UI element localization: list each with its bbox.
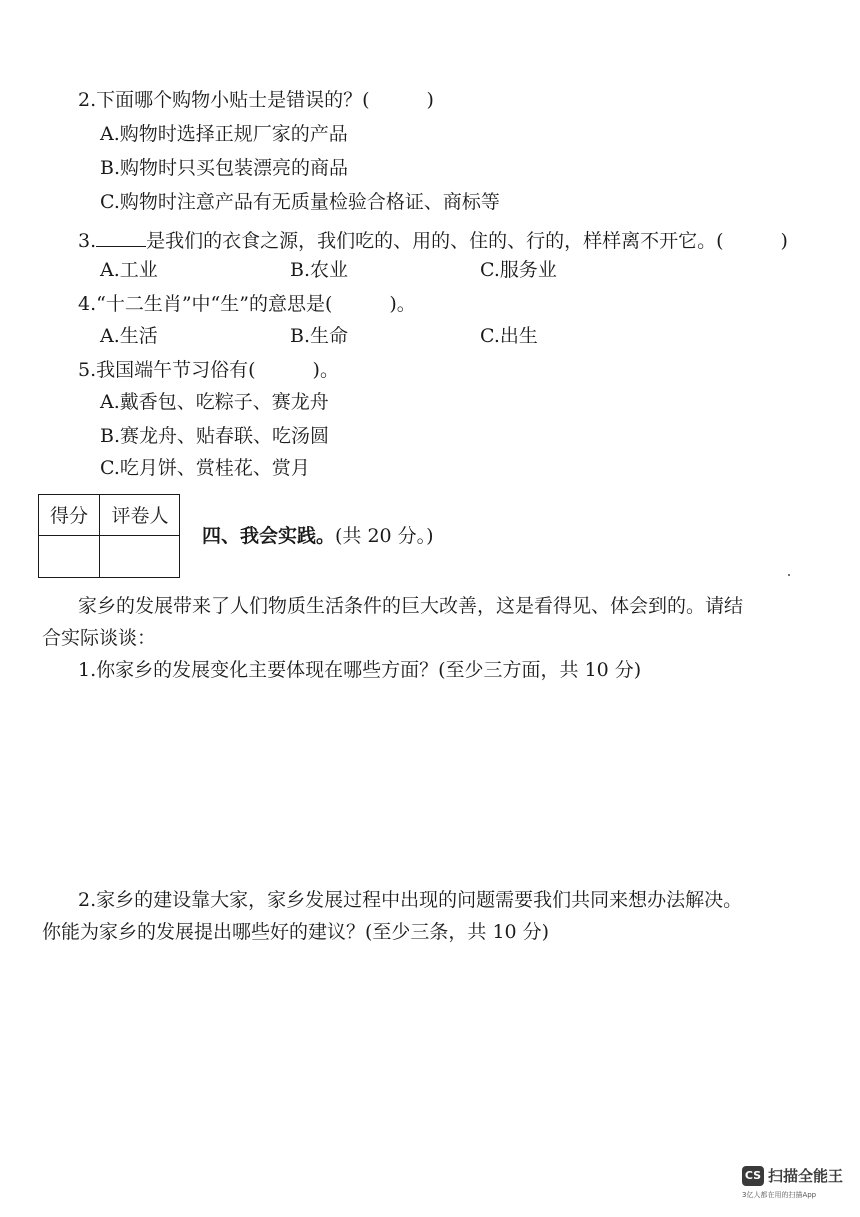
- grader-header: 评卷人: [111, 505, 169, 527]
- section-4-title: 四、我会实践。: [202, 525, 336, 547]
- question-5-option-a: A.戴香包、吃粽子、赛龙舟: [100, 391, 329, 413]
- score-table: [38, 494, 180, 578]
- question-5-option-c: C.吃月饼、赏桂花、赏月: [100, 457, 310, 479]
- question-3-blank: [96, 228, 146, 247]
- section-4-intro-line-2: 合实际谈谈：: [42, 627, 157, 649]
- scan-speck: [788, 574, 790, 576]
- question-2-stem: 2.下面哪个购物小贴士是错误的？( ): [78, 89, 434, 111]
- scanner-watermark: [742, 1166, 852, 1206]
- score-header: 得分: [49, 505, 88, 527]
- question-2-option-b: B.购物时只买包装漂亮的商品: [100, 157, 349, 179]
- question-4-option-b: B.生命: [290, 325, 349, 347]
- section-4-task-2-line-2: 你能为家乡的发展提出哪些好的建议？(至少三条，共 10 分): [42, 921, 550, 943]
- question-2-option-a: A.购物时选择正规厂家的产品: [100, 123, 348, 145]
- question-3-stem: [78, 228, 788, 253]
- question-2-option-c: C.购物时注意产品有无质量检验合格证、商标等: [100, 191, 500, 213]
- camscanner-logo-icon: CS: [742, 1166, 764, 1186]
- section-4-points: (共 20 分。): [335, 525, 434, 547]
- question-3-stem-text: 是我们的衣食之源，我们吃的、用的、住的、行的，样样离不开它。( ): [146, 230, 788, 252]
- section-4-task-2-line-1: 2.家乡的建设靠大家，家乡发展过程中出现的问题需要我们共同来想办法解决。: [78, 889, 743, 911]
- question-3-option-b: B.农业: [290, 259, 349, 281]
- section-4-heading: [202, 524, 434, 548]
- section-4-task-1: 1.你家乡的发展变化主要体现在哪些方面？(至少三方面，共 10 分): [78, 659, 642, 681]
- table-divider-horizontal: [39, 535, 179, 536]
- question-3-number: 3.: [78, 230, 97, 252]
- question-3-option-c: C.服务业: [480, 259, 557, 281]
- question-3-option-a: A.工业: [100, 259, 158, 281]
- watermark-tagline: 3亿人都在用的扫描App: [742, 1191, 817, 1199]
- watermark-app-name: 扫描全能王: [768, 1167, 844, 1185]
- question-5-stem: 5.我国端午节习俗有( )。: [78, 359, 339, 381]
- question-5-option-b: B.赛龙舟、贴春联、吃汤圆: [100, 425, 330, 447]
- question-4-stem: 4.“十二生肖”中“生”的意思是( )。: [78, 293, 416, 315]
- section-4-intro-line-1: 家乡的发展带来了人们物质生活条件的巨大改善，这是看得见、体会到的。请结: [78, 595, 744, 617]
- question-4-option-a: A.生活: [100, 325, 158, 347]
- table-divider-vertical: [99, 495, 100, 577]
- question-4-option-c: C.出生: [480, 325, 538, 347]
